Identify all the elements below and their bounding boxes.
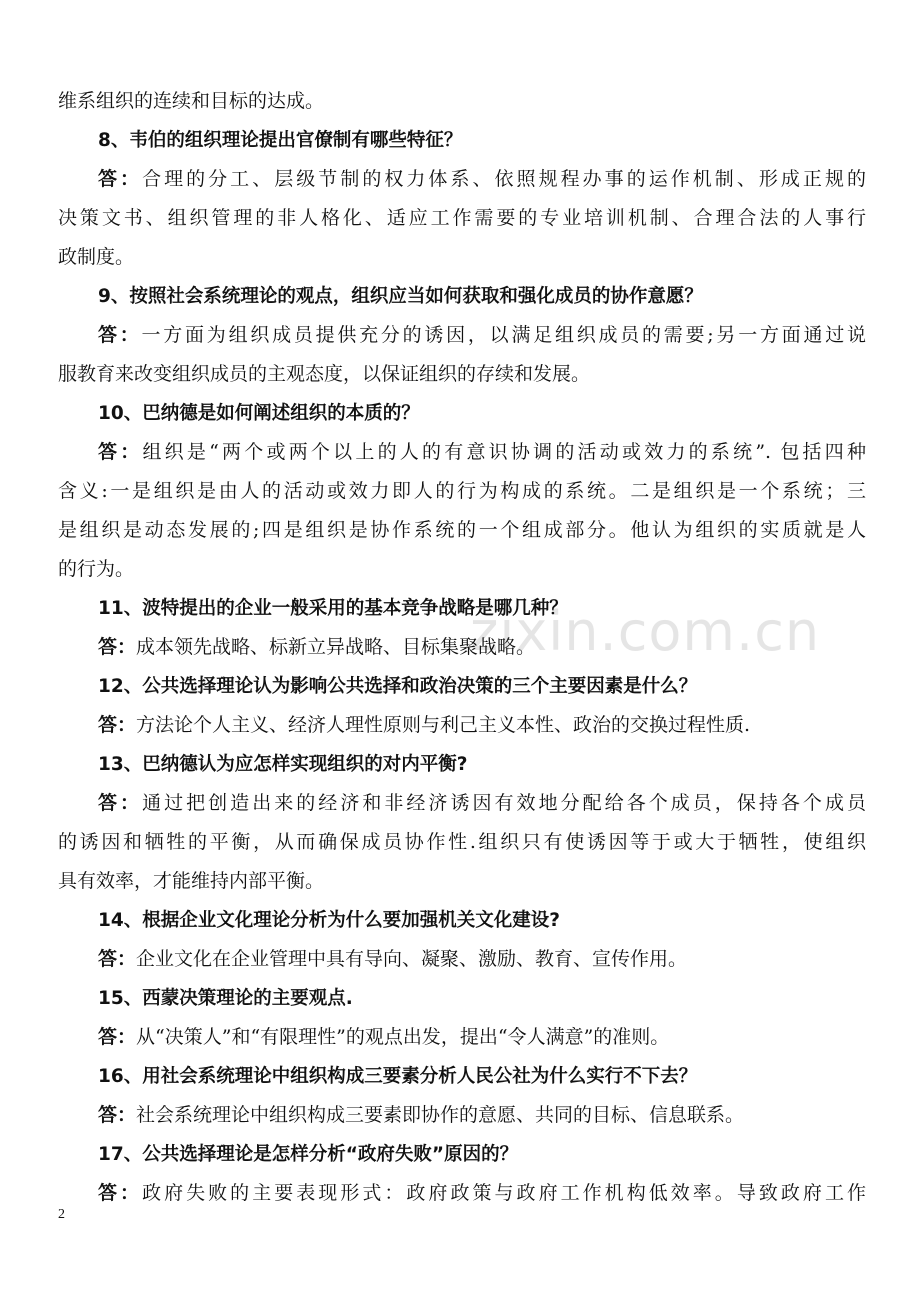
question-heading: 8、韦伯的组织理论提出官僚制有哪些特征？: [98, 130, 463, 151]
answer-text: 通过把创造出来的经济和非经济诱因有效地分配给各个成员，保持各个成员: [142, 792, 866, 814]
answer-line: [58, 1018, 866, 1057]
answer-text: 组织是“两个或两个以上的人的有意识协调的活动或效力的系统”. 包括四种: [142, 441, 866, 463]
answer-line: [58, 784, 866, 823]
answer-label: 答：: [98, 1104, 137, 1126]
answer-line: [58, 433, 866, 472]
answer-line: [58, 316, 866, 355]
body-text-line: 的行为。: [58, 558, 135, 580]
answer-text: 合理的分工、层级节制的权力体系、依照规程办事的运作机制、形成正规的: [142, 168, 866, 190]
answer-text: 从“决策人”和“有限理性”的观点出发，提出“令人满意”的准则。: [136, 1026, 670, 1048]
document-body: [58, 82, 866, 1213]
body-text-line: 政制度。: [58, 246, 135, 268]
body-text-line: 的诱因和牺牲的平衡，从而确保成员协作性.组织只有使诱因等于或大于牺牲，使组织: [58, 831, 866, 853]
question-heading: 11、波特提出的企业一般采用的基本竞争战略是哪几种？: [98, 598, 568, 619]
answer-line: [58, 1174, 866, 1213]
answer-line: [58, 706, 866, 745]
question-heading: 15、西蒙决策理论的主要观点.: [98, 988, 353, 1009]
answer-text: 企业文化在企业管理中具有导向、凝聚、激励、教育、宣传作用。: [136, 948, 688, 970]
question-heading: 12、公共选择理论认为影响公共选择和政治决策的三个主要因素是什么？: [98, 676, 698, 697]
question-heading: 10、巴纳德是如何阐述组织的本质的？: [98, 403, 420, 424]
body-text-line: 含义:一是组织是由人的活动或效力即人的行为构成的系统。二是组织是一个系统；三: [58, 480, 866, 502]
answer-label: 答：: [98, 441, 143, 463]
body-text-line: 是组织是动态发展的;四是组织是协作系统的一个组成部分。他认为组织的实质就是人: [58, 519, 866, 541]
question-heading: 13、巴纳德认为应怎样实现组织的对内平衡?: [98, 754, 468, 775]
answer-text: 方法论个人主义、经济人理性原则与利己主义本性、政治的交换过程性质.: [136, 714, 751, 736]
question-heading: 9、按照社会系统理论的观点，组织应当如何获取和强化成员的协作意愿？: [98, 286, 703, 307]
question-heading: 14、根据企业文化理论分析为什么要加强机关文化建设?: [98, 910, 560, 931]
answer-label: 答：: [98, 792, 143, 814]
watermark: zixin.com.cn: [470, 600, 821, 663]
answer-text: 社会系统理论中组织构成三要素即协作的意愿、共同的目标、信息联系。: [136, 1104, 745, 1126]
answer-line: [58, 160, 866, 199]
answer-label: 答：: [98, 948, 137, 970]
answer-text: 一方面为组织成员提供充分的诱因，以满足组织成员的需要;另一方面通过说: [141, 324, 866, 346]
answer-label: 答：: [98, 1182, 143, 1204]
answer-text: 政府失败的主要表现形式：政府政策与政府工作机构低效率。导致政府工作: [142, 1182, 866, 1204]
answer-label: 答：: [98, 636, 137, 658]
question-heading: 17、公共选择理论是怎样分析“政府失败”原因的？: [98, 1144, 519, 1165]
answer-line: [58, 1096, 866, 1135]
answer-label: 答：: [98, 714, 137, 736]
page-number: 2: [58, 1207, 65, 1222]
body-text-line: 具有效率，才能维持内部平衡。: [58, 870, 325, 892]
question-heading: 16、用社会系统理论中组织构成三要素分析人民公社为什么实行不下去？: [98, 1066, 698, 1087]
body-text-line: 决策文书、组织管理的非人格化、适应工作需要的专业培训机制、合理合法的人事行: [58, 207, 866, 229]
answer-text: 成本领先战略、标新立异战略、目标集聚战略。: [136, 636, 536, 658]
body-text-line: 维系组织的连续和目标的达成。: [58, 90, 325, 112]
answer-label: 答：: [98, 168, 143, 190]
answer-line: [58, 940, 866, 979]
answer-label: 答：: [98, 324, 142, 346]
body-text-line: 服教育来改变组织成员的主观态度，以保证组织的存续和发展。: [58, 363, 591, 385]
answer-line: [58, 628, 866, 667]
answer-label: 答：: [98, 1026, 137, 1048]
